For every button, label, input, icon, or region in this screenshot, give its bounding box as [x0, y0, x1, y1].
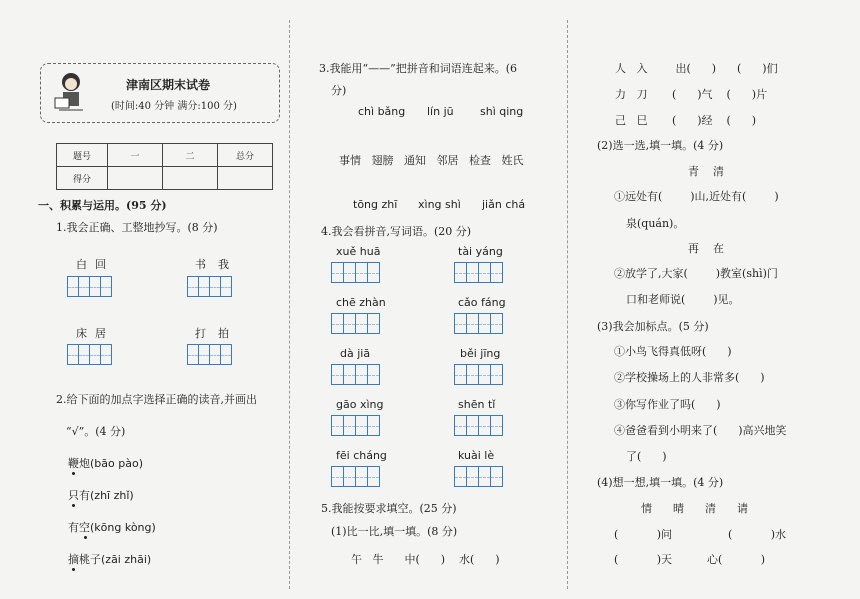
- q3-title: 3.我能用“——”把拼音和词语连起来。(6: [319, 62, 518, 75]
- q4-title: 4.我会看拼音,写词语。(20 分): [321, 225, 472, 238]
- punct-item[interactable]: ③你写作业了吗( ): [614, 398, 721, 411]
- q3-title-cont: 分): [331, 84, 347, 97]
- q1-word: 白回: [76, 258, 114, 271]
- writing-grid[interactable]: [331, 364, 380, 385]
- score-input-cell[interactable]: [108, 167, 163, 190]
- q4-pinyin: gāo xìng: [336, 398, 384, 411]
- emphasis-dot: [72, 472, 75, 475]
- score-input-cell[interactable]: [163, 167, 218, 190]
- writing-grid[interactable]: [67, 276, 112, 297]
- score-table: [56, 143, 273, 190]
- exam-info: (时间:40 分钟 满分:100 分): [111, 101, 237, 112]
- fill-row[interactable]: ( )天 心( ): [614, 553, 766, 566]
- punct-item[interactable]: 了( ): [626, 450, 667, 463]
- q4-pinyin: běi jīng: [460, 347, 501, 360]
- column-divider-2: [567, 20, 568, 589]
- writing-grid[interactable]: [454, 466, 503, 487]
- section1-title: 一、积累与运用。(95 分): [38, 199, 167, 212]
- fill-row[interactable]: 人 入 出( ) ( )们: [615, 62, 778, 75]
- q4-pinyin: kuài lè: [458, 449, 495, 462]
- q3-pinyin: chì bǎng: [358, 105, 406, 118]
- q2-item[interactable]: 只有(zhī zhǐ): [68, 489, 134, 502]
- q2-title: 2.给下面的加点字选择正确的读音,并画出: [56, 393, 257, 406]
- score-header-cell: 一: [108, 144, 163, 167]
- q4-pinyin: fēi cháng: [336, 449, 387, 462]
- q4-pinyin: shēn tǐ: [458, 398, 496, 411]
- q5-row[interactable]: 午 牛 中( ) 水( ): [351, 553, 500, 566]
- writing-grid[interactable]: [67, 344, 112, 365]
- writing-grid[interactable]: [454, 262, 503, 283]
- q1-word: 床居: [76, 327, 114, 340]
- sub2-title: (2)选一选,填一填。(4 分): [597, 139, 724, 152]
- writing-grid[interactable]: [454, 313, 503, 334]
- exam-title: 津南区期末试卷: [126, 78, 211, 92]
- writing-grid[interactable]: [454, 415, 503, 436]
- score-label-cell: 得分: [57, 167, 108, 190]
- q4-pinyin: tài yáng: [458, 245, 503, 258]
- sub3-title: (3)我会加标点。(5 分): [597, 320, 709, 333]
- fill-row[interactable]: 己 巳 ( )经 ( ): [615, 114, 757, 127]
- q2-title-cont: “√”。(4 分): [66, 425, 126, 438]
- column-divider-1: [289, 20, 290, 589]
- q4-pinyin: cǎo fáng: [458, 296, 506, 309]
- emphasis-dot: [72, 504, 75, 507]
- q3-pinyin: tōng zhī: [353, 198, 398, 211]
- sentence: 泉(quán)。: [626, 217, 685, 230]
- score-header-cell: 二: [163, 144, 218, 167]
- q4-pinyin: xuě huā: [336, 245, 381, 258]
- writing-grid[interactable]: [187, 344, 232, 365]
- score-header-cell: 题号: [57, 144, 108, 167]
- q1-word: 书我: [195, 258, 241, 271]
- punct-item[interactable]: ①小鸟飞得真低呀( ): [614, 345, 732, 358]
- sentence[interactable]: ②放学了,大家( )教室(shì)门: [614, 267, 778, 280]
- q5-title: 5.我能按要求填空。(25 分): [321, 502, 457, 515]
- q3-words: 事情 翅膀 通知 邻居 检查 姓氏: [339, 154, 524, 167]
- writing-grid[interactable]: [187, 276, 232, 297]
- sub4-title: (4)想一想,填一填。(4 分): [597, 476, 724, 489]
- student-reading-icon: [53, 70, 89, 116]
- score-header-cell: 总分: [218, 144, 273, 167]
- q5-sub1: (1)比一比,填一填。(8 分): [331, 525, 458, 538]
- q3-pinyin: jiǎn chá: [482, 198, 526, 211]
- writing-grid[interactable]: [331, 313, 380, 334]
- q1-title: 1.我会正确、工整地抄写。(8 分): [56, 221, 218, 234]
- writing-grid[interactable]: [331, 466, 380, 487]
- q3-pinyin: xìng shì: [418, 198, 461, 211]
- q2-item[interactable]: 有空(kōng kòng): [68, 521, 156, 534]
- punct-item[interactable]: ②学校操场上的人非常多( ): [614, 371, 765, 384]
- q3-pinyin: lín jū: [427, 105, 454, 118]
- char-set: 情 晴 清 请: [641, 502, 748, 515]
- emphasis-dot: [72, 568, 75, 571]
- writing-grid[interactable]: [331, 415, 380, 436]
- punct-item[interactable]: ④爸爸看到小明来了( )高兴地笑: [614, 424, 787, 437]
- writing-grid[interactable]: [454, 364, 503, 385]
- fill-row[interactable]: ( )问 ( )水: [614, 528, 787, 541]
- sentence[interactable]: 口和老师说( )见。: [626, 293, 740, 306]
- q2-item[interactable]: 鞭炮(bāo pào): [68, 457, 143, 470]
- q4-pinyin: chē zhàn: [336, 296, 386, 309]
- q4-pinyin: dà jiā: [340, 347, 371, 360]
- score-input-cell[interactable]: [218, 167, 273, 190]
- writing-grid[interactable]: [331, 262, 380, 283]
- fill-row[interactable]: 力 刀 ( )气 ( )片: [615, 88, 768, 101]
- sentence[interactable]: ①远处有( )山,近处有( ): [614, 190, 779, 203]
- q3-pinyin: shì qing: [480, 105, 524, 118]
- char-pair: 再 在: [688, 242, 724, 255]
- q1-word: 打拍: [195, 327, 241, 340]
- q2-item[interactable]: 摘桃子(zāi zhāi): [68, 553, 152, 566]
- emphasis-dot: [84, 536, 87, 539]
- char-pair: 青 清: [688, 165, 724, 178]
- exam-header-box: [40, 63, 280, 123]
